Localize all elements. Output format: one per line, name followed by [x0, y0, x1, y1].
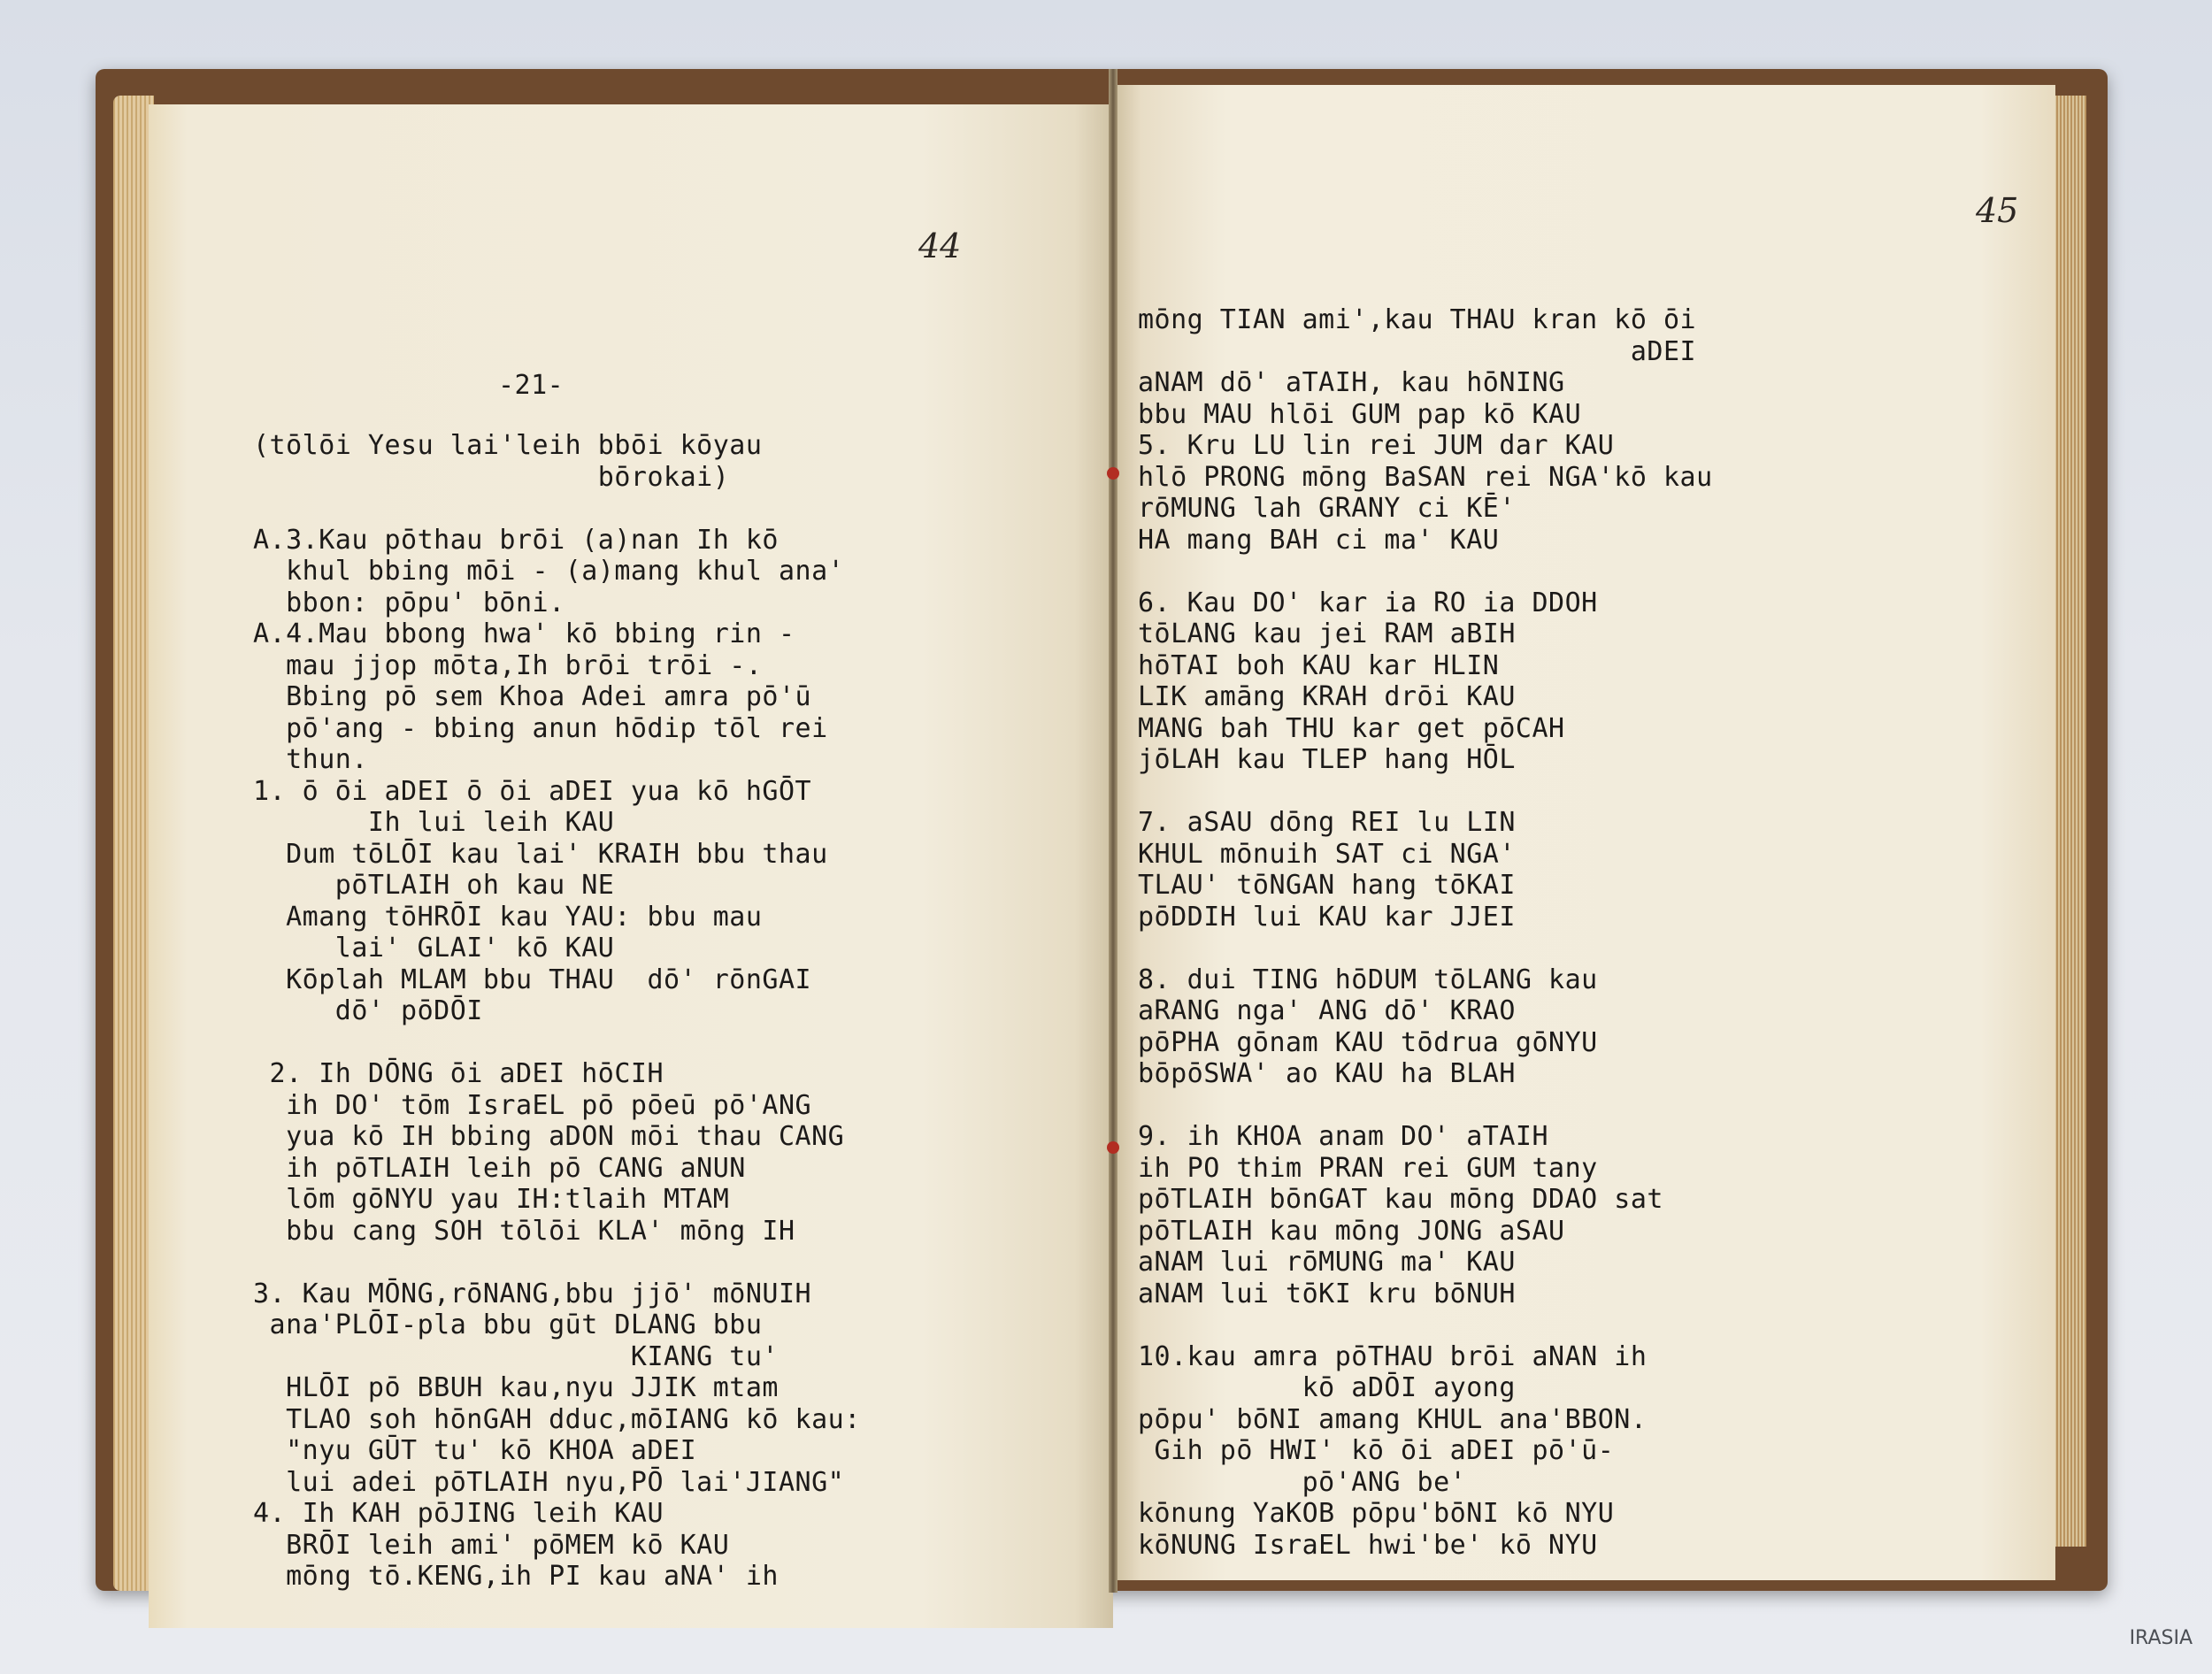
- book-spine: [1109, 69, 1118, 1593]
- page-edges-right: [2055, 96, 2086, 1547]
- right-page-line: [1138, 1090, 1713, 1122]
- open-book: [96, 69, 2108, 1591]
- right-page-number: 45: [1976, 191, 2019, 230]
- left-page-line: thun.: [253, 744, 368, 775]
- right-page-line: pōpu' bōNI amang KHUL ana'BBON.: [1138, 1403, 1647, 1435]
- left-page-line: bōrokai): [253, 461, 730, 493]
- left-page-line: Bbing pō sem Khoa Adei amra pō'ū: [253, 681, 812, 712]
- right-page-line: aNAM dō' aTAIH, kau hōNING: [1138, 367, 1565, 398]
- left-page-line: mau jjop mōta,Ih brōi trōi -.: [253, 649, 763, 681]
- right-page-line: 8. dui TING hōDUM tōLANG kau: [1138, 964, 1598, 995]
- left-page-line: 2. Ih DŌNG ōi aDEI hōCIH: [253, 1058, 664, 1089]
- left-page-line: bbon: pōpu' bōni.: [253, 587, 565, 618]
- left-page-number: 44: [918, 227, 962, 265]
- left-page-line: mōng tō.KENG,ih PI kau aNA' ih: [253, 1561, 779, 1592]
- left-page-line: "nyu GŪT tu' kō KHOA aDEI: [253, 1435, 697, 1466]
- right-page-line: [1138, 776, 1713, 808]
- right-page-line: [1138, 556, 1713, 587]
- left-page-line: ih pōTLAIH leih pō CANG aNUN: [253, 1152, 746, 1184]
- right-page-line: 7. aSAU dōng REI lu LIN: [1138, 807, 1516, 838]
- right-page-line: 10.kau amra pōTHAU brōi aNAN ih: [1138, 1340, 1647, 1372]
- left-page-line: yua kō IH bbing aDON mōi thau CANG: [253, 1121, 845, 1152]
- right-page-line: rōMUNG lah GRANY ci KĒ': [1138, 493, 1516, 524]
- right-page-line: 5. Kru LU lin rei JUM dar KAU: [1138, 430, 1615, 461]
- right-page-line: bbu MAU hlōi GUM pap kō KAU: [1138, 398, 1582, 430]
- right-page-line: MANG bah THU kar get pōCAH: [1138, 712, 1565, 744]
- right-page-line: LIK amāng KRAH drōi KAU: [1138, 681, 1516, 712]
- left-page-line: lōm gōNYU yau IH:tlaih MTAM: [253, 1184, 730, 1215]
- right-page-line: pōTLAIH kau mōng JONG aSAU: [1138, 1215, 1565, 1247]
- left-page-line: ih DO' tōm IsraEL pō pōeū pō'ANG: [253, 1089, 812, 1121]
- left-page-line: TLAO soh hōnGAH dduc,mōIANG kō kau:: [253, 1403, 861, 1435]
- right-page-line: pōDDIH lui KAU kar JJEI: [1138, 901, 1516, 933]
- right-page-line: pōPHA gōnam KAU tōdrua gōNYU: [1138, 1026, 1598, 1058]
- left-page-line: HLŌI pō BBUH kau,nyu JJIK mtam: [253, 1372, 779, 1403]
- right-page-line: kō aDŌI ayong: [1138, 1372, 1516, 1403]
- right-page-line: Gih pō HWI' kō ōi aDEI pō'ū-: [1138, 1435, 1615, 1466]
- left-page-line: Ih lui leih KAU: [253, 807, 615, 838]
- left-page-line: Kōplah MLAM bbu THAU dō' rōnGAI: [253, 964, 812, 995]
- left-page-text: [253, 430, 861, 1593]
- right-page-line: hlō PRONG mōng BaSAN rei NGA'kō kau: [1138, 461, 1713, 493]
- right-page-line: ih PO thim PRAN rei GUM tany: [1138, 1152, 1598, 1184]
- binding-thread-bottom: [1107, 1141, 1119, 1154]
- right-page-line: hōTAI boh KAU kar HLIN: [1138, 649, 1500, 681]
- left-page-line: KIANG tu': [253, 1340, 779, 1372]
- left-page-line: [253, 1247, 861, 1279]
- left-page-line: lui adei pōTLAIH nyu,PŌ lai'JIANG": [253, 1466, 845, 1498]
- right-page-line: TLAU' tōNGAN hang tōKAI: [1138, 870, 1516, 901]
- left-page: [149, 104, 1113, 1628]
- left-page-line: A.4.Mau bbong hwa' kō bbing rin -: [253, 618, 795, 649]
- left-page-line: 3. Kau MŌNG,rōNANG,bbu jjō' mōNUIH: [253, 1278, 812, 1309]
- left-page-line: pōTLAIH oh kau NE: [253, 870, 615, 901]
- right-page-line: HA mang BAH ci ma' KAU: [1138, 524, 1500, 556]
- left-page-line: A.3.Kau pōthau brōi (a)nan Ih kō: [253, 524, 779, 556]
- left-page-line: BRŌI leih ami' pōMEM kō KAU: [253, 1529, 730, 1561]
- left-page-line: 4. Ih KAH pōJING leih KAU: [253, 1498, 664, 1529]
- left-page-line: dō' pōDŌI: [253, 995, 483, 1026]
- right-page-line: mōng TIAN ami',kau THAU kran kō ōi: [1138, 304, 1697, 335]
- right-page-line: [1138, 1309, 1713, 1341]
- left-page-line: [253, 1027, 861, 1059]
- left-page-line: (tōlōi Yesu lai'leih bbōi kōyau: [253, 430, 763, 461]
- right-page-line: 9. ih KHOA anam DO' aTAIH: [1138, 1121, 1549, 1152]
- right-page-line: KHUL mōnuih SAT ci NGA': [1138, 838, 1516, 870]
- left-page-line: Dum tōLŌI kau lai' KRAIH bbu thau: [253, 838, 828, 870]
- right-page-text: [1138, 304, 1713, 1561]
- left-page-line: bbu cang SOH tōlōi KLA' mōng IH: [253, 1215, 795, 1247]
- right-page-line: aDEI: [1138, 335, 1697, 367]
- left-page-line: 1. ō ōi aDEI ō ōi aDEI yua kō hGŌT: [253, 775, 812, 807]
- right-page-line: aNAM lui tōKI kru bōNUH: [1138, 1278, 1516, 1309]
- right-page-line: aRANG nga' ANG dō' KRAO: [1138, 995, 1516, 1026]
- left-page-line: khul bbing mōi - (a)mang khul ana': [253, 556, 845, 587]
- binding-thread-top: [1107, 467, 1119, 480]
- left-page-line: [253, 493, 861, 525]
- right-page-line: bōpōSWA' ao KAU ha BLAH: [1138, 1058, 1516, 1089]
- right-page-line: aNAM lui rōMUNG ma' KAU: [1138, 1247, 1516, 1278]
- hymn-number: -21-: [498, 370, 565, 401]
- right-page-line: jōLAH kau TLEP hang HŌL: [1138, 744, 1516, 775]
- right-page-line: pō'ANG be': [1138, 1466, 1467, 1498]
- right-page-line: tōLANG kau jei RAM aBIH: [1138, 618, 1516, 649]
- right-page-line: kōnung YaKOB pōpu'bōNI kō NYU: [1138, 1498, 1615, 1529]
- left-page-line: ana'PLŌI-pla bbu gūt DLANG bbu: [253, 1309, 763, 1340]
- left-page-line: lai' GLAI' kō KAU: [253, 933, 615, 964]
- left-page-line: Amang tōHRŌI kau YAU: bbu mau: [253, 901, 763, 933]
- right-page-line: [1138, 933, 1713, 964]
- right-page-line: kōNUNG IsraEL hwi'be' kō NYU: [1138, 1529, 1598, 1561]
- right-page-line: pōTLAIH bōnGAT kau mōng DDAO sat: [1138, 1184, 1663, 1215]
- watermark: IRASIA: [2129, 1627, 2193, 1649]
- right-page-line: 6. Kau DO' kar ia RO ia DDOH: [1138, 587, 1598, 618]
- right-page: [1113, 85, 2055, 1580]
- left-page-line: pō'ang - bbing anun hōdip tōl rei: [253, 712, 828, 744]
